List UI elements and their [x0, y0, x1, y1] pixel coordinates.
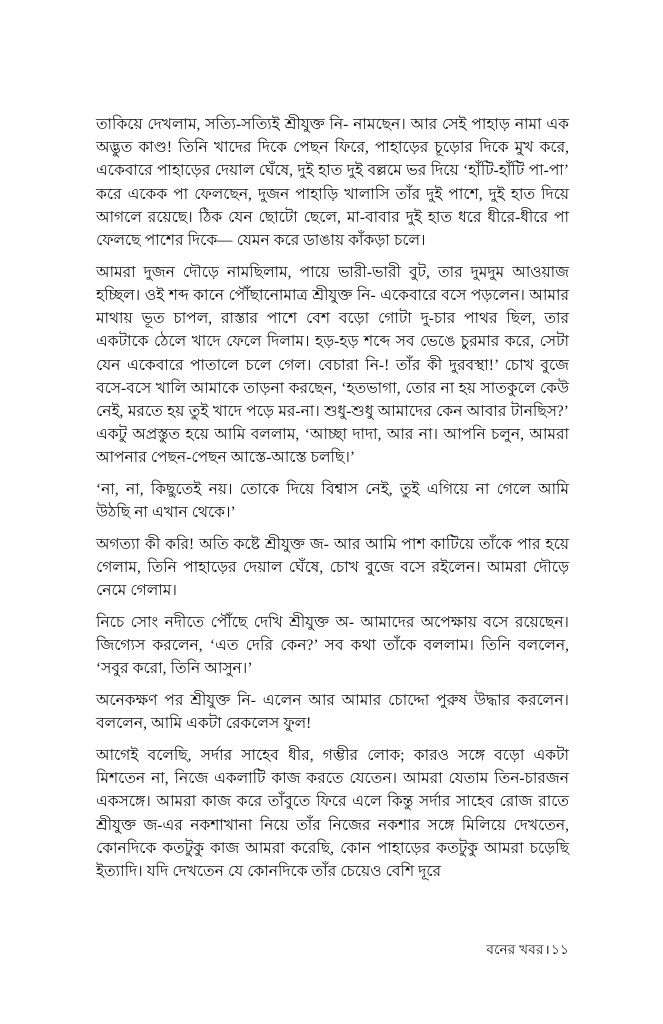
paragraph-4: অগত্যা কী করি! অতি কষ্টে শ্রীযুক্ত জ- আর আমি পাশ কাটিয়ে তাঁকে পার হয়ে গেলাম, তিনি পাহাড়ের দেয়াল ঘেঁষে, চোখ বুজে বসে রইলেন। আমরা দৌড়ে নেমে গেলাম। [96, 535, 569, 600]
paragraph-6: অনেকক্ষণ পর শ্রীযুক্ত নি- এলেন আর আমার চোদ্দো পুরুষ উদ্ধার করলেন। বললেন, আমি একটা রেকলেস ফুল! [96, 692, 569, 733]
page-text-column [96, 113, 569, 883]
paragraph-3: ‘না, না, কিছুতেই নয়। তোকে দিয়ে বিশ্বাস নেই, তুই এগিয়ে না গেলে আমি উঠছি না এখান থেকে।’ [96, 481, 569, 522]
paragraph-1: তাকিয়ে দেখলাম, সত্যি-সত্যিই শ্রীযুক্ত নি- নামছেন। আর সেই পাহাড় নামা এক অদ্ভুত কাণ্ড! তিনি খাদের দিকে পেছন ফিরে, পাহাড়ের চূড়োর দিকে মুখ করে, একেবারে পাহাড়ের দেয়াল ঘেঁষে, দুই হাত দুই বল্লমে ভর দিয়ে ‘হাঁটি-হাঁটি পা-পা’ করে একেক পা ফেলছেন, দুজন পাহাড়ি খালাসি তাঁর দুই পাশে, দুই হাত দিয়ে আগলে রয়েছে। ঠিক যেন ছোটো ছেলে, মা-বাবার দুই হাত ধরে ধীরে-ধীরে পা ফেলছে পাশের দিকে— যেমন করে ডাঙায় কাঁকড়া চলে। [96, 116, 569, 250]
footer-page-number: ১১ [551, 942, 569, 957]
paragraph-7: আগেই বলেছি, সর্দার সাহেব ধীর, গম্ভীর লোক; কারও সঙ্গে বড়ো একটা মিশতেন না, নিজে একলাটি কাজ করতে যেতেন। আমরা যেতাম তিন-চারজন একসঙ্গে। আমরা কাজ করে তাঁবুতে ফিরে এলে কিন্তু সর্দার সাহেব রোজ রাতে শ্রীযুক্ত জ-এর নকশাখানা নিয়ে তাঁর নিজের নকশার সঙ্গে মিলিয়ে দেখতেন, কোনদিকে কতটুকু কাজ আমরা করেছি, কোন পাহাড়ের কতটুকু আমরা চড়েছি ইত্যাদি। যদি দেখতেন যে কোনদিকে তাঁর চেয়েও বেশি দূরে [96, 747, 569, 881]
page-footer [96, 941, 569, 959]
paragraph-2: আমরা দুজন দৌড়ে নামছিলাম, পায়ে ভারী-ভারী বুট, তার দুমদুম আওয়াজ হচ্ছিল। ওই শব্দ কানে পৌঁছানোমাত্র শ্রীযুক্ত নি- একেবারে বসে পড়লেন। আমার মাথায় ভূত চাপল, রাস্তার পাশে বেশ বড়ো গোটা দু-চার পাথর ছিল, তার একটাকে ঠেলে খাদে ফেলে দিলাম। হড়-হড় শব্দে সব ভেঙে চুরমার করে, সেটা যেন একেবারে পাতালে চলে গেল। বেচারা নি-! তাঁর কী দুরবস্থা!’ চোখ বুজে বসে-বসে খালি আমাকে তাড়না করছেন, ‘হতভাগা, তোর না হয় সাতকুলে কেউ নেই, মরতে হয় তুই খাদে পড়ে মর-না। শুধু-শুধু আমাদের কেন আবার টানছিস?’ একটু অপ্রস্তুত হয়ে আমি বললাম, ‘আচ্ছা দাদা, আর না। আপনি চলুন, আমরা আপনার পেছন-পেছন আস্তে-আস্তে চলছি।’ [96, 263, 569, 467]
footer-separator: । [544, 942, 551, 957]
paragraph-5: নিচে সোং নদীতে পৌঁছে দেখি শ্রীযুক্ত অ- আমাদের অপেক্ষায় বসে রয়েছেন। জিগ্যেস করলেন, ‘এত দেরি কেন?’ সব কথা তাঁকে বললাম। তিনি বললেন, ‘সবুর করো, তিনি আসুন।’ [96, 614, 569, 678]
footer-book-title: বনের খবর [486, 942, 544, 957]
